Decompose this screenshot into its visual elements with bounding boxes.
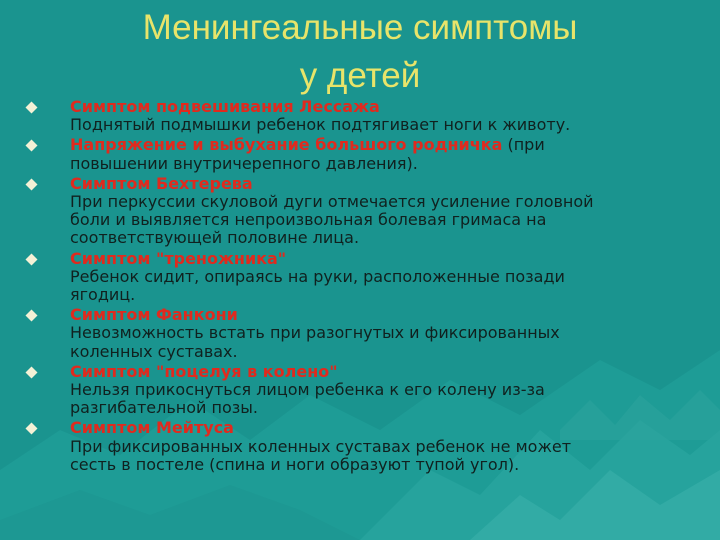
diamond-bullet-icon [25,366,38,379]
symptom-name-line [70,419,698,437]
symptom-name: Симптом Бехтерева [70,173,253,193]
description-line: коленных суставах. [70,341,238,361]
title-line-1: Менингеальные симптомы [142,8,578,47]
diamond-bullet-icon [25,422,38,435]
diamond-bullet-icon [25,139,38,152]
symptom-name: Симптом подвешивания Лессажа [70,97,380,116]
list-item [18,306,698,361]
symptom-note: (при [502,135,545,155]
description-line: соответствующей половине лица. [70,228,360,248]
symptom-name-line [70,98,698,116]
description-line: Невозможность встать при разогнутых и фиксированных [70,323,560,343]
list-item [18,363,698,418]
diamond-bullet-icon [25,309,38,322]
symptom-name-line [70,250,698,268]
symptom-name: Симптом "треножника" [70,248,287,268]
description-line: боли и выявляется непроизвольная болевая гримаса на [70,210,547,230]
description-line: ягодиц. [70,285,136,305]
title-line-2: у детей [299,56,421,95]
list-item [18,136,698,172]
description-line: Нельзя прикоснуться лицом ребенка к его колену из-за [70,380,545,400]
symptom-name-line [70,136,698,154]
symptom-list [18,98,698,476]
page-title [60,4,660,100]
list-item [18,98,698,134]
symptom-description [70,193,698,248]
description-line: сесть в постеле (спина и ноги образуют тупой угол). [70,454,520,474]
symptom-description [70,268,698,304]
symptom-name: Симптом Мейтуса [70,418,234,438]
list-item [18,175,698,248]
symptom-name-line [70,175,698,193]
symptom-name-line [70,363,698,381]
symptom-name: Симптом "поцелуя в колено" [70,361,338,381]
symptom-description [70,116,698,134]
diamond-bullet-icon [25,178,38,191]
diamond-bullet-icon [25,101,38,114]
symptom-description [70,438,698,474]
symptom-description [70,155,698,173]
description-line: Поднятый подмышки ребенок подтягивает ноги к животу. [70,115,571,135]
symptom-description [70,324,698,360]
list-item [18,250,698,305]
symptom-name: Симптом Фанкони [70,305,238,325]
symptom-name-line [70,306,698,324]
diamond-bullet-icon [25,253,38,266]
symptom-description [70,381,698,417]
description-line: При фиксированных коленных суставах ребенок не может [70,436,572,456]
description-line: При перкуссии скуловой дуги отмечается усиление головной [70,192,594,212]
description-line: разгибательной позы. [70,398,258,418]
list-item [18,419,698,474]
symptom-name: Напряжение и выбухание большого родничка [70,135,503,155]
description-line: Ребенок сидит, опираясь на руки, расположенные позади [70,266,565,286]
description-line: повышении внутричерепного давления). [70,153,418,173]
